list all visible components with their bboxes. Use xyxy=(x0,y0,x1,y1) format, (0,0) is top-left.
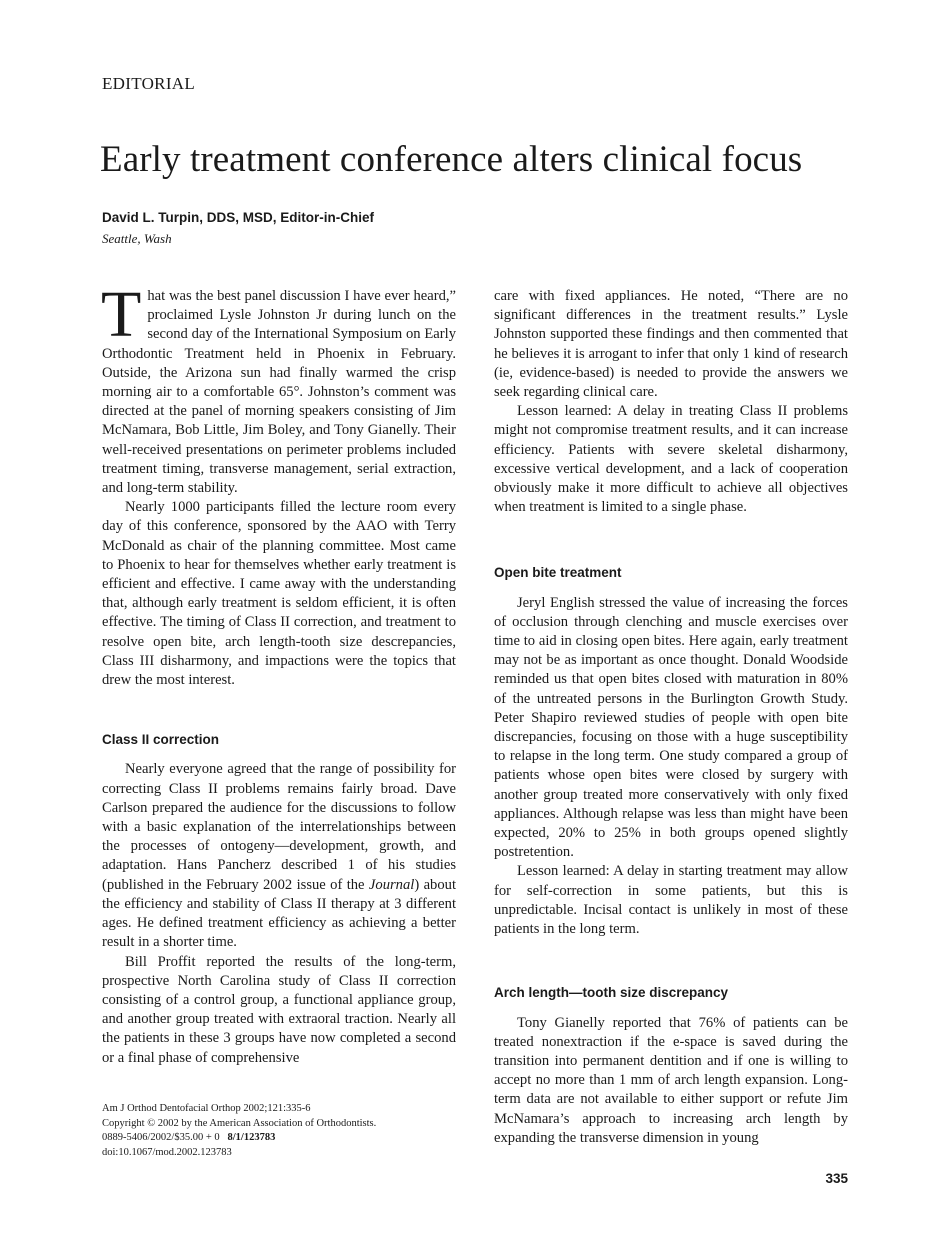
paragraph-text: Nearly everyone agreed that the range of possibility for correcting Class II problems remains fairly broad. Dave Carlson prepared the audience for the discussions to follow with a basic explanation of the interrelationships between the processes of ontogeny—development, growth, and adaptation. Hans Pancherz described 1 of his studies (published in the February 2002 issue of the xyxy=(102,761,456,893)
right-column xyxy=(494,287,848,1148)
paragraph: Bill Proffit reported the results of the long-term, prospective North Carolina study of Class II correction consisting of a control group, a functional appliance group, and another group treated with extraoral traction. Nearly all the patients in these 3 groups have now completed a second or a final phase of comprehensive xyxy=(102,953,456,1066)
left-column xyxy=(101,278,456,1068)
section-heading: Arch length—tooth size discrepancy xyxy=(494,985,729,1001)
article-title: Early treatment conference alters clinical focus xyxy=(100,139,803,180)
paragraph-text: ) about the efficiency and stability of Class II therapy at 3 different ages. He defined treatment efficiency as achieving a better result in a shorter time. xyxy=(102,876,456,951)
author-affiliation: Seattle, Wash xyxy=(102,231,172,246)
paragraph xyxy=(102,760,456,952)
paragraph: Lesson learned: A delay in starting treatment may allow for self-correction in some patients, but this is unpredictable. Incisal contact is unlikely in most of these patients in the long term. xyxy=(494,863,848,938)
citation-footer xyxy=(102,1102,376,1160)
issn-line: 0889-5406/2002/$35.00 + 0 8/1/123783 xyxy=(102,1132,276,1144)
author-line: David L. Turpin, DDS, MSD, Editor-in-Chief xyxy=(102,210,374,225)
section-heading: Class II correction xyxy=(102,732,220,748)
paragraph: care with fixed appliances. He noted, “There are no significant differences in the treatment results.” Lysle Johnston supported these findings and then commented that he believes it is arrogant to infer that only 1 kind of research (ie, evidence-based) is needed to provide the answers we seek regarding clinical care. xyxy=(494,288,848,401)
journal-italic: Journal xyxy=(368,876,415,893)
paragraph: Nearly 1000 participants filled the lecture room every day of this conference, sponsored by the AAO with Terry McDonald as chair of the planning committee. Most came to Phoenix to hear for themselves whether early treatment is efficient and effective. I came away with the understanding that, although early treatment is seldom efficient, it is often effective. The timing of Class II correction, and treatment to resolve open bite, arch length-tooth size descrepancies, Class III disharmony, and impactions were the topics that drew the most interest. xyxy=(102,499,456,689)
section-heading: Open bite treatment xyxy=(494,565,622,581)
paragraph: Lesson learned: A delay in treating Class II problems might not compromise treatment results, and it can increase efficiency. Patients with severe skeletal disharmony, excessive vertical development, and a lack of cooperation obviously make it more difficult to achieve all objectives when treatment is limited to a single phase. xyxy=(494,403,848,516)
paragraph: Jeryl English stressed the value of increasing the forces of occlusion through clenching and muscle exercises over time to aid in closing open bites. Here again, early treatment may not be as important as once thought. Donald Woodside reminded us that open bites closed with maturation in 80% of the untreated persons in the Burlington Growth Study. Peter Shapiro reviewed studies of people with open bite discrepancies, focusing on those with a huge susceptibility to relapse in the long term. One study compared a group of patients whose open bites were closed by surgery with another group treated more conservatively with only fixed appliances. Although relapse was less than might have been expected, 20% to 25% in both groups opened slightly postretention. xyxy=(494,594,848,861)
section-label: EDITORIAL xyxy=(102,74,196,93)
copyright-line: Copyright © 2002 by the American Association of Orthodontists. xyxy=(102,1117,377,1129)
paragraph: Tony Gianelly reported that 76% of patients can be treated nonextraction if the e-space is saved during the transition into permanent dentition and if one is willing to accept no more than 1 mm of arch length expansion. Long-term data are not available to either support or refute Jim McNamara’s approach to increasing arch length by expanding the transverse dimension in young xyxy=(494,1014,848,1146)
drop-cap: T xyxy=(101,278,142,351)
paragraph xyxy=(101,278,456,498)
paragraph-text: hat was the best panel discussion I have ever heard,” proclaimed Lysle Johnston Jr during lunch on the second day of the International Symposium on Early Orthodontic Treatment held in Phoenix in February. Outside, the Arizona sun had finally warmed the crisp morning air to a comfortable 65°. Johnston’s comment was directed at the panel of morning speakers consisting of Jim McNamara, Bob Little, Jim Boley, and Tony Gianelly. Their well-received presentations on perimeter problems included treatment timing, transverse management, serial extraction, and long-term stability. xyxy=(102,288,456,497)
page-number: 335 xyxy=(825,1171,848,1186)
citation-line: Am J Orthod Dentofacial Orthop 2002;121:335-6 xyxy=(102,1103,311,1114)
doi-line: doi:10.1067/mod.2002.123783 xyxy=(102,1146,232,1158)
